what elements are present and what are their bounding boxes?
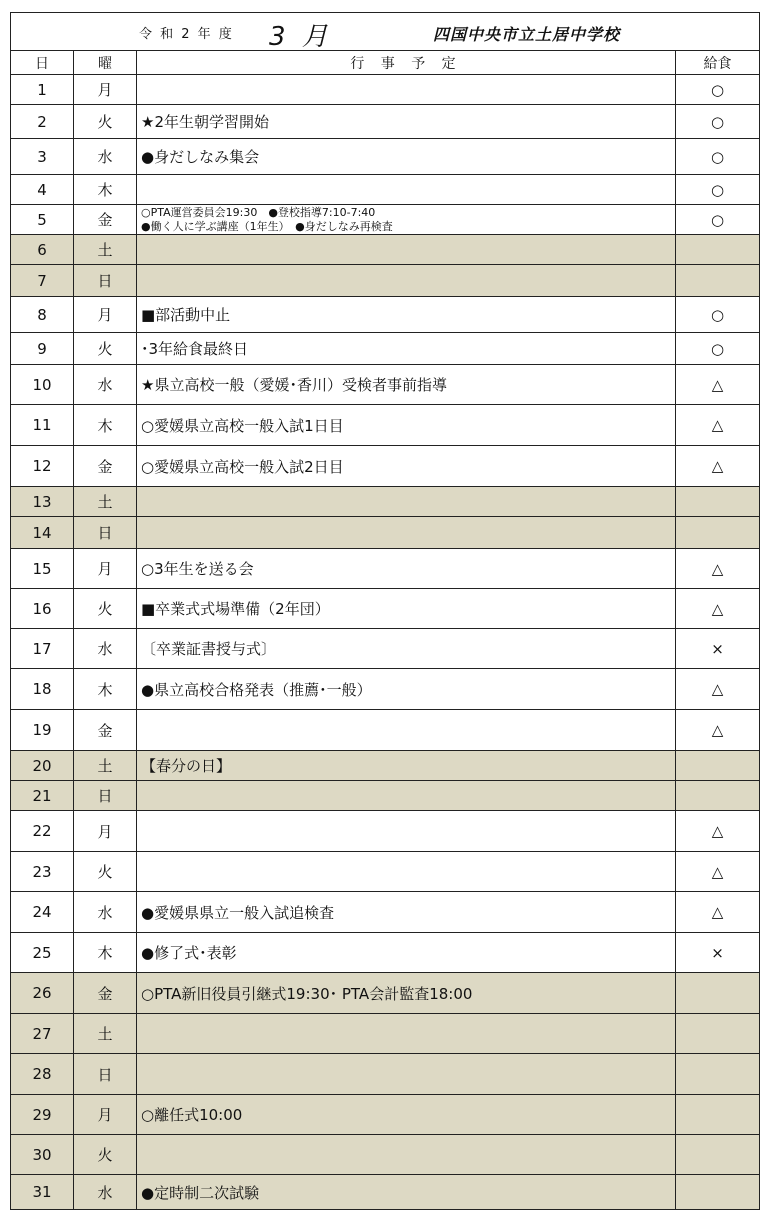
table-row [11, 892, 760, 933]
event-cell: ■部活動中止 [137, 297, 676, 333]
table-row [11, 629, 760, 669]
event-cell: 【春分の日】 [137, 751, 676, 781]
day-cell: 27 [11, 1014, 74, 1054]
event-cell: ★2年生朝学習開始 [137, 105, 676, 139]
table-row [11, 1095, 760, 1135]
title-row [11, 13, 760, 51]
table-row [11, 75, 760, 105]
table-row [11, 446, 760, 487]
day-cell: 1 [11, 75, 74, 105]
meal-cell: × [676, 629, 760, 669]
weekday-cell: 土 [74, 751, 137, 781]
weekday-cell: 金 [74, 446, 137, 487]
event-cell [137, 852, 676, 892]
day-cell: 6 [11, 235, 74, 265]
table-row [11, 549, 760, 589]
table-row [11, 517, 760, 549]
meal-cell: △ [676, 710, 760, 751]
table-row [11, 1175, 760, 1210]
event-cell: ■卒業式式場準備（2年団） [137, 589, 676, 629]
table-row [11, 175, 760, 205]
day-cell: 19 [11, 710, 74, 751]
day-cell: 20 [11, 751, 74, 781]
day-cell: 16 [11, 589, 74, 629]
weekday-cell: 木 [74, 175, 137, 205]
month-title: 3 月 [269, 22, 332, 52]
day-cell: 10 [11, 365, 74, 405]
day-cell: 29 [11, 1095, 74, 1135]
table-row [11, 669, 760, 710]
table-row [11, 333, 760, 365]
weekday-cell: 水 [74, 629, 137, 669]
day-cell: 4 [11, 175, 74, 205]
meal-cell: ○ [676, 175, 760, 205]
event-cell: ●県立高校合格発表（推薦･一般） [137, 669, 676, 710]
event-cell [137, 1014, 676, 1054]
weekday-cell: 月 [74, 549, 137, 589]
table-row [11, 1135, 760, 1175]
weekday-cell: 日 [74, 1054, 137, 1095]
event-cell [137, 710, 676, 751]
event-cell [137, 235, 676, 265]
meal-cell: △ [676, 852, 760, 892]
meal-cell: ○ [676, 333, 760, 365]
weekday-cell: 火 [74, 852, 137, 892]
table-row [11, 139, 760, 175]
table-row [11, 235, 760, 265]
weekday-cell: 日 [74, 781, 137, 811]
event-cell [137, 517, 676, 549]
weekday-cell: 日 [74, 265, 137, 297]
weekday-cell: 土 [74, 235, 137, 265]
day-cell: 3 [11, 139, 74, 175]
meal-none-cell [676, 517, 760, 549]
header-meal: 給食 [676, 51, 760, 75]
weekday-cell: 火 [74, 333, 137, 365]
weekday-cell: 火 [74, 589, 137, 629]
meal-cell: × [676, 933, 760, 973]
weekday-cell: 月 [74, 297, 137, 333]
table-row [11, 1054, 760, 1095]
meal-none-cell [676, 781, 760, 811]
meal-none-cell [676, 487, 760, 517]
table-row [11, 1014, 760, 1054]
header-day: 日 [11, 51, 74, 75]
meal-none-cell [676, 973, 760, 1014]
day-cell: 15 [11, 549, 74, 589]
meal-none-cell [676, 1054, 760, 1095]
weekday-cell: 月 [74, 1095, 137, 1135]
weekday-cell: 水 [74, 1175, 137, 1210]
column-header-row [11, 51, 760, 75]
meal-none-cell [676, 1175, 760, 1210]
day-cell: 21 [11, 781, 74, 811]
event-cell: ○3年生を送る会 [137, 549, 676, 589]
meal-cell: ○ [676, 75, 760, 105]
day-cell: 17 [11, 629, 74, 669]
table-row [11, 751, 760, 781]
meal-none-cell [676, 1095, 760, 1135]
table-row [11, 265, 760, 297]
meal-cell: △ [676, 669, 760, 710]
weekday-cell: 金 [74, 205, 137, 235]
meal-none-cell [676, 235, 760, 265]
event-cell: ○PTA新旧役員引継式19:30･ PTA会計監査18:00 [137, 973, 676, 1014]
table-row [11, 105, 760, 139]
school-name: 四国中央市立土居中学校 [433, 25, 621, 44]
weekday-cell: 土 [74, 1014, 137, 1054]
event-cell [137, 265, 676, 297]
day-cell: 31 [11, 1175, 74, 1210]
table-row [11, 781, 760, 811]
event-cell: ･3年給食最終日 [137, 333, 676, 365]
day-cell: 14 [11, 517, 74, 549]
meal-cell: △ [676, 811, 760, 852]
day-cell: 9 [11, 333, 74, 365]
table-row [11, 205, 760, 235]
day-cell: 23 [11, 852, 74, 892]
meal-cell: ○ [676, 205, 760, 235]
event-cell: ●身だしなみ集会 [137, 139, 676, 175]
meal-cell: △ [676, 446, 760, 487]
meal-cell: △ [676, 549, 760, 589]
event-cell [137, 487, 676, 517]
table-row [11, 297, 760, 333]
meal-none-cell [676, 751, 760, 781]
schedule-table [10, 12, 760, 1210]
fiscal-year: 令 和 2 年 度 [139, 27, 234, 42]
weekday-cell: 木 [74, 405, 137, 446]
event-cell [137, 811, 676, 852]
event-cell: ○愛媛県立高校一般入試2日目 [137, 446, 676, 487]
day-cell: 22 [11, 811, 74, 852]
event-cell: ○離任式10:00 [137, 1095, 676, 1135]
table-row [11, 365, 760, 405]
weekday-cell: 火 [74, 105, 137, 139]
meal-cell: ○ [676, 105, 760, 139]
meal-cell: ○ [676, 139, 760, 175]
day-cell: 13 [11, 487, 74, 517]
schedule-sheet [10, 12, 759, 1210]
weekday-cell: 月 [74, 75, 137, 105]
table-row [11, 933, 760, 973]
day-cell: 8 [11, 297, 74, 333]
header-events: 行 事 予 定 [137, 51, 676, 75]
weekday-cell: 木 [74, 669, 137, 710]
table-row [11, 852, 760, 892]
event-cell: ○愛媛県立高校一般入試1日目 [137, 405, 676, 446]
day-cell: 30 [11, 1135, 74, 1175]
weekday-cell: 月 [74, 811, 137, 852]
event-line: ●働く人に学ぶ講座（1年生） ●身だしなみ再検査 [141, 219, 393, 233]
meal-cell: △ [676, 892, 760, 933]
table-row [11, 487, 760, 517]
table-row [11, 710, 760, 751]
meal-cell: △ [676, 589, 760, 629]
day-cell: 18 [11, 669, 74, 710]
weekday-cell: 日 [74, 517, 137, 549]
weekday-cell: 金 [74, 973, 137, 1014]
event-cell [137, 1054, 676, 1095]
event-cell: ●修了式･表彰 [137, 933, 676, 973]
meal-none-cell [676, 1135, 760, 1175]
day-cell: 25 [11, 933, 74, 973]
meal-cell: ○ [676, 297, 760, 333]
weekday-cell: 木 [74, 933, 137, 973]
day-cell: 2 [11, 105, 74, 139]
day-cell: 7 [11, 265, 74, 297]
meal-cell: △ [676, 365, 760, 405]
weekday-cell: 金 [74, 710, 137, 751]
weekday-cell: 土 [74, 487, 137, 517]
event-cell: ★県立高校一般（愛媛･香川）受検者事前指導 [137, 365, 676, 405]
weekday-cell: 水 [74, 892, 137, 933]
day-cell: 28 [11, 1054, 74, 1095]
header-dow: 曜 [74, 51, 137, 75]
meal-none-cell [676, 1014, 760, 1054]
event-cell [137, 205, 676, 235]
event-cell: ●愛媛県県立一般入試追検査 [137, 892, 676, 933]
event-cell [137, 175, 676, 205]
table-row [11, 405, 760, 446]
event-cell [137, 1135, 676, 1175]
event-cell: 〔卒業証書授与式〕 [137, 629, 676, 669]
event-cell [137, 75, 676, 105]
table-row [11, 811, 760, 852]
event-line: ○PTA運営委員会19:30 ●登校指導7:10-7:40 [141, 205, 376, 219]
day-cell: 11 [11, 405, 74, 446]
table-row [11, 973, 760, 1014]
weekday-cell: 火 [74, 1135, 137, 1175]
day-cell: 24 [11, 892, 74, 933]
event-cell: ●定時制二次試験 [137, 1175, 676, 1210]
day-cell: 26 [11, 973, 74, 1014]
title-cell [11, 13, 760, 51]
meal-cell: △ [676, 405, 760, 446]
weekday-cell: 水 [74, 365, 137, 405]
day-cell: 12 [11, 446, 74, 487]
meal-none-cell [676, 265, 760, 297]
day-cell: 5 [11, 205, 74, 235]
weekday-cell: 水 [74, 139, 137, 175]
event-cell [137, 781, 676, 811]
table-row [11, 589, 760, 629]
